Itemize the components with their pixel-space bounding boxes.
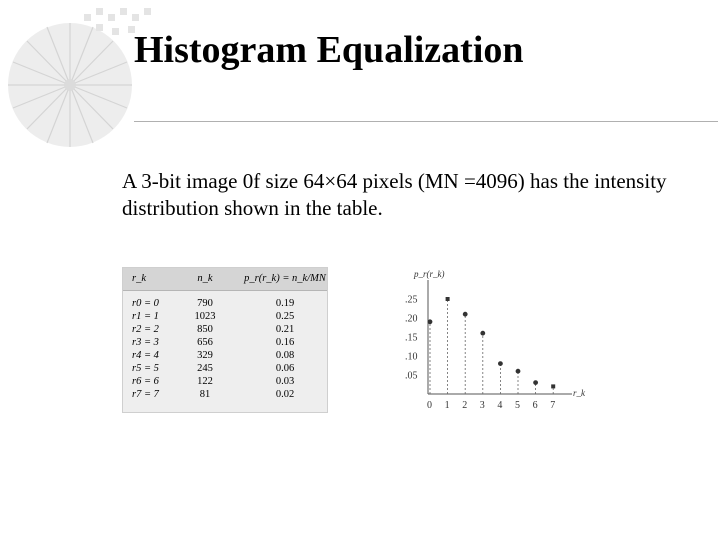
x-tick-label: 3 bbox=[479, 400, 485, 411]
y-tick-label: .05 bbox=[405, 370, 418, 382]
x-tick-label: 7 bbox=[550, 400, 556, 411]
slide-title: Histogram Equalization bbox=[134, 29, 524, 71]
cell-p: 0.16 bbox=[275, 337, 295, 348]
cell-r: r7 = 7 bbox=[132, 389, 159, 400]
table-row bbox=[123, 376, 327, 388]
table-row bbox=[123, 350, 327, 362]
cell-p: 0.08 bbox=[275, 350, 295, 361]
cell-r: r3 = 3 bbox=[132, 337, 159, 348]
cell-p: 0.19 bbox=[275, 298, 295, 309]
cell-p: 0.06 bbox=[275, 363, 295, 374]
header-nk: n_k bbox=[197, 273, 213, 284]
table-row bbox=[123, 311, 327, 323]
probability-chart bbox=[400, 262, 590, 412]
cell-n: 1023 bbox=[194, 311, 216, 322]
table-row bbox=[123, 337, 327, 349]
y-tick-label: .25 bbox=[405, 294, 418, 306]
y-tick-label: .15 bbox=[405, 332, 418, 344]
x-tick-label: 4 bbox=[497, 400, 503, 411]
decorative-starburst-logo bbox=[0, 0, 160, 160]
data-point bbox=[446, 297, 450, 301]
table-row bbox=[123, 324, 327, 336]
cell-r: r4 = 4 bbox=[132, 350, 159, 361]
table-header bbox=[123, 268, 327, 291]
x-tick-label: 0 bbox=[427, 400, 432, 411]
x-tick-label: 5 bbox=[515, 400, 520, 411]
y-tick-label: .20 bbox=[405, 313, 418, 325]
cell-n: 329 bbox=[197, 350, 213, 361]
cell-n: 850 bbox=[197, 324, 213, 335]
cell-p: 0.02 bbox=[275, 389, 295, 400]
data-point bbox=[463, 312, 468, 317]
x-axis-label: r_k bbox=[573, 388, 585, 398]
cell-n: 656 bbox=[197, 337, 213, 348]
cell-p: 0.21 bbox=[275, 324, 295, 335]
data-point bbox=[480, 331, 485, 336]
cell-n: 790 bbox=[197, 298, 213, 309]
header-prob: p_r(r_k) = n_k/MN bbox=[244, 273, 326, 284]
y-tick-label: .10 bbox=[405, 351, 418, 363]
data-point bbox=[533, 380, 538, 385]
y-axis-label: p_r(r_k) bbox=[414, 269, 445, 279]
data-point bbox=[428, 319, 433, 324]
x-tick-label: 1 bbox=[444, 400, 450, 411]
cell-p: 0.03 bbox=[275, 376, 295, 387]
cell-r: r5 = 5 bbox=[132, 363, 159, 374]
slide-body-text: A 3-bit image 0f size 64×64 pixels (MN =4096) has the intensity distribution shown in the table. bbox=[122, 169, 667, 220]
cell-n: 122 bbox=[197, 376, 213, 387]
cell-n: 81 bbox=[199, 389, 211, 400]
cell-r: r1 = 1 bbox=[132, 311, 159, 322]
data-point bbox=[498, 361, 503, 366]
table-row bbox=[123, 389, 327, 401]
cell-r: r2 = 2 bbox=[132, 324, 159, 335]
cell-p: 0.25 bbox=[275, 311, 295, 322]
intensity-distribution-table bbox=[122, 267, 328, 413]
header-rk: r_k bbox=[132, 273, 146, 284]
cell-r: r0 = 0 bbox=[132, 298, 159, 309]
table-row bbox=[123, 363, 327, 375]
cell-r: r6 = 6 bbox=[132, 376, 159, 387]
x-tick-label: 6 bbox=[532, 400, 538, 411]
title-divider bbox=[134, 121, 718, 122]
cell-n: 245 bbox=[197, 363, 213, 374]
data-point bbox=[516, 369, 521, 374]
table-row bbox=[123, 298, 327, 310]
x-tick-label: 2 bbox=[462, 400, 468, 411]
data-point bbox=[551, 384, 555, 388]
